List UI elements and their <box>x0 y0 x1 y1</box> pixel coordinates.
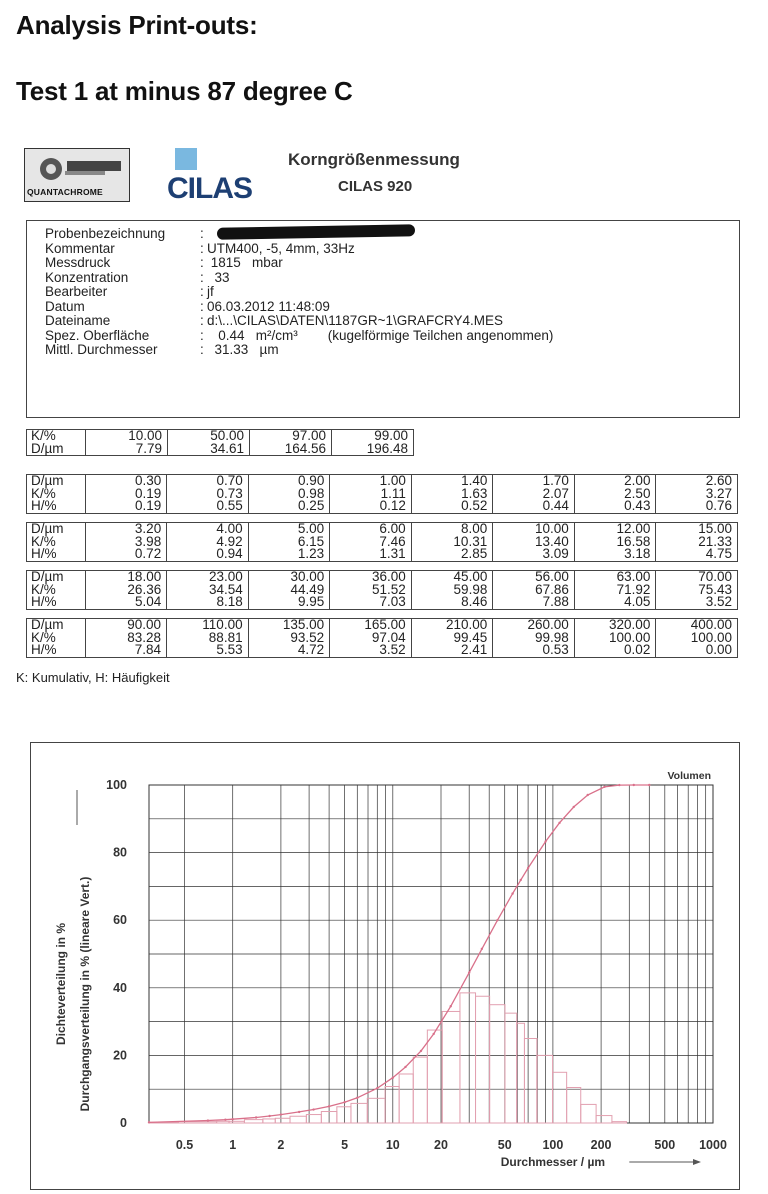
table-cell: 110.00 <box>202 617 243 632</box>
info-colon: : <box>200 313 204 328</box>
table-column <box>248 523 329 562</box>
info-value: d:\...\CILAS\DATEN\1187GR~1\GRAFCRY4.MES <box>207 313 503 328</box>
table-cell: 8.46 <box>461 594 488 609</box>
table-row-labels <box>27 571 86 610</box>
table-cell: 2.00 <box>624 473 651 488</box>
table-column <box>168 430 250 456</box>
table-cell: 0.76 <box>705 498 732 513</box>
table-cell: 83.28 <box>127 629 162 645</box>
curve-point <box>432 1033 434 1035</box>
x-tick-label: 50 <box>497 1138 512 1152</box>
table-cell: 5.53 <box>216 642 243 657</box>
table-cell: 13.40 <box>534 533 569 549</box>
x-tick-label: 200 <box>590 1138 612 1152</box>
table-cell: 63.00 <box>616 569 651 584</box>
x-tick-label: 1 <box>229 1138 237 1152</box>
table-cell: 0.72 <box>134 546 162 561</box>
table-cell: 44.49 <box>290 581 325 597</box>
chart-frame <box>30 742 740 1190</box>
table-cell: 59.98 <box>453 581 488 597</box>
table-cell: 51.52 <box>372 581 406 597</box>
curve-point <box>558 822 560 824</box>
row-label: H/% <box>31 642 57 657</box>
table-cell: 70.00 <box>698 569 732 584</box>
curve-point <box>376 1087 378 1089</box>
curve-point <box>511 892 513 894</box>
table-cell: 3.20 <box>134 521 162 536</box>
row-label: D/µm <box>31 617 64 632</box>
table-cell: 4.72 <box>297 642 325 657</box>
data-table-4 <box>26 618 738 658</box>
table-cell: 1.70 <box>542 473 569 488</box>
curve-point <box>207 1119 209 1121</box>
curve-point <box>618 784 620 786</box>
curve-point <box>312 1108 314 1110</box>
curve-point <box>481 948 483 950</box>
table-cell: 7.03 <box>379 594 406 609</box>
table-cell: 0.44 <box>542 498 569 513</box>
x-tick-label: 10 <box>385 1138 400 1152</box>
table-cell: 8.18 <box>216 594 243 609</box>
curve-point <box>420 1050 422 1052</box>
page-title: Analysis Print-outs: <box>16 10 258 40</box>
table-column <box>656 475 738 514</box>
table-cell: 67.86 <box>535 581 569 597</box>
table-column <box>574 523 656 562</box>
table-cell: 99.00 <box>374 428 408 443</box>
test-title: Test 1 at minus 87 degree C <box>16 76 353 106</box>
table-cell: 10.31 <box>453 533 488 549</box>
table-cell: 1.11 <box>380 485 406 501</box>
table-column <box>656 571 738 610</box>
table-cell: 99.98 <box>534 629 569 645</box>
table-cell: 0.52 <box>461 498 488 513</box>
table-cell: 4.75 <box>705 546 732 561</box>
table-cell: 97.00 <box>292 428 326 443</box>
table-cell: 0.00 <box>705 642 732 657</box>
table-cell: 4.92 <box>216 533 243 549</box>
table-cell: 3.18 <box>624 546 651 561</box>
table-cell: 6.00 <box>379 521 406 536</box>
table-row-labels <box>27 430 86 456</box>
table-column <box>85 619 166 658</box>
info-label: Messdruck <box>45 255 111 270</box>
info-label: Datum <box>45 298 85 314</box>
summary-table <box>26 429 414 456</box>
curve-point <box>224 1118 226 1120</box>
table-column <box>493 619 575 658</box>
curve-point <box>255 1116 257 1118</box>
table-cell: 3.98 <box>134 533 162 549</box>
table-row-labels <box>27 619 86 658</box>
y-tick-label: 0 <box>120 1116 127 1130</box>
row-label: K/% <box>31 485 56 501</box>
table-cell: 7.84 <box>134 642 162 657</box>
table-cell: 100.00 <box>609 629 651 645</box>
table-cell: 0.30 <box>134 473 162 488</box>
info-colon: : <box>200 269 204 285</box>
row-label: K/% <box>31 581 56 597</box>
table-cell: 0.90 <box>298 473 325 488</box>
table-cell: 164.56 <box>284 440 326 456</box>
table-cell: 4.00 <box>216 521 243 536</box>
x-tick-label: 100 <box>542 1138 564 1152</box>
table-cell: 6.15 <box>297 533 325 549</box>
info-label: Spez. Oberfläche <box>45 327 150 343</box>
info-label: Probenbezeichnung <box>45 226 166 241</box>
table-cell: 16.58 <box>616 533 651 549</box>
curve-point <box>468 971 470 973</box>
table-cell: 8.00 <box>460 521 488 536</box>
curve-point <box>633 784 635 786</box>
x-tick-label: 500 <box>654 1138 676 1152</box>
table-cell: 210.00 <box>445 617 488 632</box>
instrument-name: CILAS 920 <box>338 178 413 195</box>
table-cell: 3.52 <box>705 594 732 609</box>
table-cell: 34.54 <box>208 581 243 597</box>
x-tick-label: 1000 <box>699 1138 727 1152</box>
table-column <box>167 619 249 658</box>
table-column <box>167 571 249 610</box>
curve-point <box>280 1113 282 1115</box>
info-value: 33 <box>207 269 230 285</box>
table-column <box>411 571 493 610</box>
table-column <box>574 571 656 610</box>
table-cell: 12.00 <box>616 521 651 536</box>
table-cell: 100.00 <box>690 629 732 645</box>
table-column <box>85 523 166 562</box>
info-colon: : <box>200 298 204 314</box>
chart-title: Volumen <box>667 770 711 782</box>
info-value: 06.03.2012 11:48:09 <box>207 298 330 314</box>
table-cell: 1.00 <box>379 473 406 488</box>
table-cell: 75.43 <box>698 581 732 597</box>
table-cell: 15.00 <box>698 521 732 536</box>
table-column <box>330 523 411 562</box>
table-column <box>85 475 167 514</box>
curve-point <box>148 1121 150 1123</box>
table-cell: 196.48 <box>366 440 408 456</box>
table-cell: 0.12 <box>379 498 406 513</box>
table-cell: 10.00 <box>534 521 569 536</box>
table-cell: 34.61 <box>210 440 244 456</box>
table-cell: 0.19 <box>134 485 162 501</box>
table-column <box>493 571 575 610</box>
info-label: Konzentration <box>45 269 129 285</box>
table-cell: 260.00 <box>527 617 569 632</box>
table-cell: 2.07 <box>542 485 569 501</box>
table-cell: 50.00 <box>210 428 244 443</box>
table-column <box>248 571 330 610</box>
row-label: D/µm <box>31 440 64 456</box>
table-row-labels <box>27 523 86 562</box>
curve-point <box>520 879 522 881</box>
table-column <box>493 523 575 562</box>
y-tick-label: 100 <box>106 778 127 792</box>
table-cell: 0.25 <box>298 498 325 513</box>
table-cell: 3.09 <box>542 546 569 561</box>
table-column <box>86 430 168 456</box>
info-value: jf <box>207 284 214 299</box>
table-cell: 400.00 <box>690 617 732 632</box>
table-cell: 7.79 <box>135 440 162 456</box>
curve-point <box>496 919 498 921</box>
y-tick-label: 20 <box>113 1048 127 1063</box>
table-cell: 0.53 <box>542 642 569 657</box>
table-cell: 26.36 <box>127 581 162 597</box>
table-cell: 23.00 <box>208 569 243 584</box>
table-cell: 7.46 <box>379 533 406 549</box>
report-title: Korngrößenmessung <box>288 150 460 169</box>
table-cell: 97.04 <box>371 629 406 645</box>
quantachrome-text: QUANTACHROME <box>27 187 103 197</box>
table-cell: 10.00 <box>128 428 162 443</box>
curve-point <box>328 1105 330 1107</box>
cilas-text: CILAS <box>167 172 252 205</box>
table-cell: 2.50 <box>624 485 651 501</box>
x-tick-label: 2 <box>277 1138 285 1152</box>
table-cell: 5.00 <box>297 521 325 536</box>
table-cell: 1.23 <box>297 546 325 561</box>
curve-point <box>356 1097 358 1099</box>
y-tick-label: 40 <box>113 980 127 995</box>
table-cell: 21.33 <box>698 533 732 549</box>
table-cell: 2.60 <box>705 473 732 488</box>
row-label: K/% <box>31 629 56 645</box>
y-axis-label-outer: Dichteverteilung in % <box>54 922 68 1046</box>
data-table-3 <box>26 570 738 610</box>
table-column <box>248 619 330 658</box>
info-label: Dateiname <box>45 313 111 328</box>
row-label: H/% <box>31 594 57 609</box>
table-column <box>167 475 249 514</box>
x-tick-label: 5 <box>341 1138 349 1152</box>
table-row-labels <box>27 475 86 514</box>
table-cell: 18.00 <box>127 569 162 584</box>
table-cell: 0.98 <box>298 485 325 501</box>
table-cell: 0.55 <box>216 498 243 513</box>
info-value: 0.44 m²/cm³ (kugelförmige Teilchen angenommen) <box>207 327 554 343</box>
table-column <box>574 619 656 658</box>
table-cell: 30.00 <box>290 569 325 584</box>
row-label: H/% <box>31 498 57 513</box>
y-tick-label: 60 <box>113 913 127 928</box>
table-cell: 5.04 <box>134 594 162 609</box>
table-cell: 0.02 <box>624 642 651 657</box>
table-cell: 1.31 <box>379 546 406 561</box>
curve-point <box>648 784 650 786</box>
x-axis-arrowhead <box>693 1159 701 1165</box>
table-column <box>248 475 330 514</box>
table-cell: 0.43 <box>624 498 651 513</box>
info-colon: : <box>200 342 204 357</box>
info-label: Bearbeiter <box>45 284 108 299</box>
curve-point <box>603 786 605 788</box>
table-cell: 320.00 <box>609 617 651 632</box>
table-cell: 90.00 <box>127 617 162 632</box>
curve-point <box>527 867 529 869</box>
table-cell: 99.45 <box>453 629 488 645</box>
curve-point <box>587 794 589 796</box>
curve-point <box>450 1005 452 1007</box>
table-column <box>250 430 332 456</box>
row-label: K/% <box>31 533 56 549</box>
redaction-mark <box>217 224 415 239</box>
table-cell: 56.00 <box>535 569 569 584</box>
curve-point <box>404 1066 406 1068</box>
table-cell: 36.00 <box>372 569 406 584</box>
table-cell: 71.92 <box>616 581 651 597</box>
info-colon: : <box>200 226 204 241</box>
curve-point <box>268 1115 270 1117</box>
table-column <box>411 523 493 562</box>
table-cell: 45.00 <box>453 569 488 584</box>
table-cell: 2.41 <box>460 642 488 657</box>
info-value: 1815 mbar <box>207 255 283 270</box>
row-label: H/% <box>31 546 57 561</box>
info-colon: : <box>200 327 204 343</box>
table-cell: 165.00 <box>364 617 406 632</box>
info-label: Kommentar <box>45 240 115 256</box>
sample-info-box <box>26 220 740 418</box>
table-cell: 88.81 <box>208 629 243 645</box>
cilas-logo <box>163 144 253 206</box>
x-tick-label: 20 <box>434 1138 448 1152</box>
table-cell: 9.95 <box>298 594 325 609</box>
table-cell: 0.70 <box>216 473 243 488</box>
table-cell: 1.40 <box>461 473 488 488</box>
table-column <box>330 619 412 658</box>
curve-point <box>298 1111 300 1113</box>
table-cell: 0.19 <box>134 498 162 513</box>
curve-point <box>573 806 575 808</box>
quantachrome-logo <box>24 148 128 204</box>
table-column <box>574 475 656 514</box>
data-table-2 <box>26 522 738 562</box>
table-column <box>656 523 738 562</box>
table-cell: 2.85 <box>460 546 488 561</box>
info-colon: : <box>200 255 204 270</box>
curve-point <box>544 840 546 842</box>
table-column <box>167 523 248 562</box>
table-column <box>330 571 412 610</box>
info-value: UTM400, -5, 4mm, 33Hz <box>207 240 355 256</box>
data-table-1 <box>26 474 738 514</box>
info-value: 31.33 µm <box>207 342 279 357</box>
curve-point <box>392 1077 394 1079</box>
info-colon: : <box>200 284 204 299</box>
x-tick-label: 0.5 <box>175 1138 194 1152</box>
table-cell: 0.73 <box>216 485 243 501</box>
row-label: D/µm <box>31 521 64 536</box>
table-column <box>493 475 575 514</box>
table-cell: 93.52 <box>290 629 325 645</box>
table-column <box>411 475 493 514</box>
table-column <box>330 475 412 514</box>
table-column <box>85 571 167 610</box>
legend-note: K: Kumulativ, H: Häufigkeit <box>16 670 170 685</box>
y-tick-label: 80 <box>113 845 127 860</box>
info-colon: : <box>200 240 204 256</box>
row-label: D/µm <box>31 569 64 584</box>
row-label: K/% <box>31 428 56 443</box>
table-cell: 0.94 <box>216 546 243 561</box>
table-column <box>411 619 493 658</box>
y-axis-label-inner: Durchgangsverteilung in % (lineare Vert.) <box>78 876 92 1112</box>
table-cell: 7.88 <box>542 594 569 609</box>
table-cell: 3.27 <box>705 485 732 501</box>
curve-point <box>343 1101 345 1103</box>
row-label: D/µm <box>31 473 64 488</box>
table-cell: 4.05 <box>624 594 651 609</box>
table-column <box>656 619 738 658</box>
curve-point <box>232 1118 234 1120</box>
table-column <box>332 430 414 456</box>
table-cell: 1.63 <box>461 485 488 501</box>
distribution-chart <box>31 743 739 1189</box>
table-cell: 3.52 <box>379 642 406 657</box>
info-label: Mittl. Durchmesser <box>45 342 158 357</box>
x-axis-label: Durchmesser / µm <box>500 1155 606 1169</box>
table-cell: 135.00 <box>282 617 325 632</box>
